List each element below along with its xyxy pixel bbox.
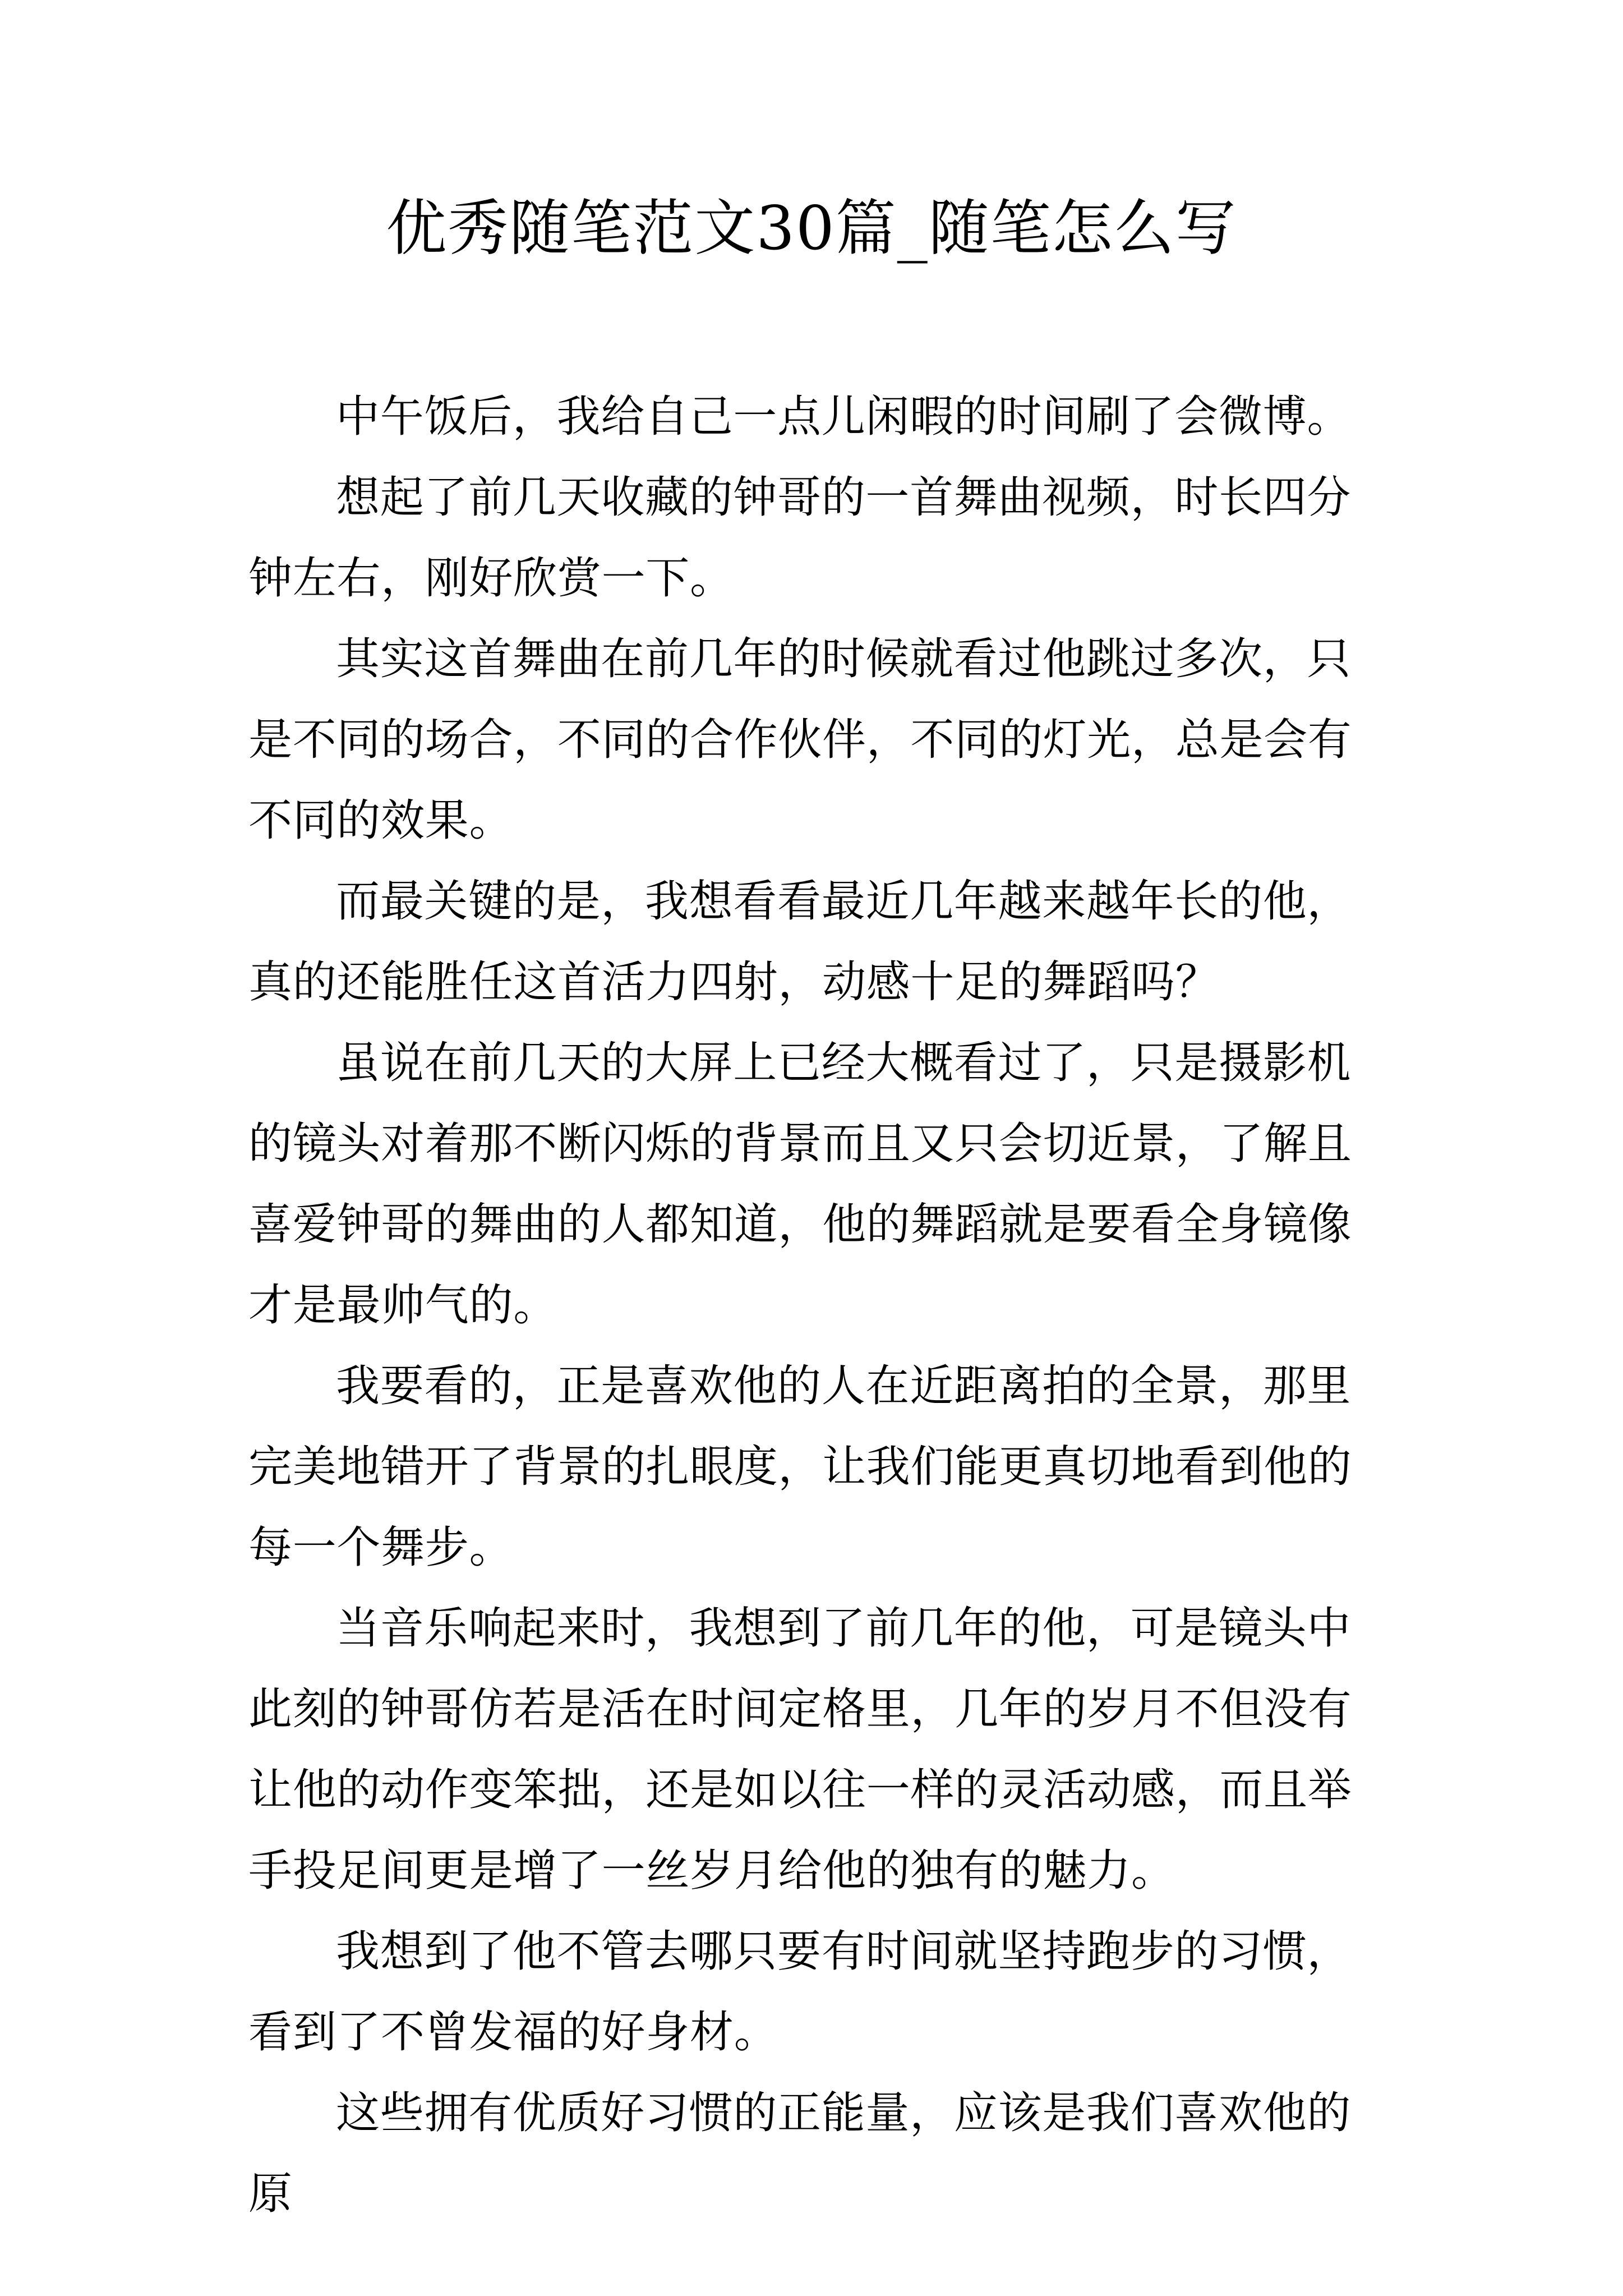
paragraph: 这些拥有优质好习惯的正能量，应该是我们喜欢他的原 [248, 2088, 1352, 2219]
paragraph: 而最关键的是，我想看看最近几年越来越年长的他，真的还能胜任这首活力四射，动感十足的舞蹈吗？ [248, 876, 1352, 1007]
paragraph: 我要看的，正是喜欢他的人在近距离拍的全景，那里完美地错开了背景的扎眼度，让我们能更真切地看到他的每一个舞步。 [248, 1361, 1352, 1573]
paragraph: 当音乐响起来时，我想到了前几年的他，可是镜头中此刻的钟哥仿若是活在时间定格里，几年的岁月不但没有让他的动作变笨拙，还是如以往一样的灵活动感，而且举手投足间更是增了一丝岁月给他的独有的魅力。 [248, 1603, 1352, 1896]
document-body [248, 376, 1390, 2234]
paragraph: 我想到了他不管去哪只要有时间就坚持跑步的习惯，看到了不曾发福的好身材。 [248, 1926, 1352, 2058]
paragraph: 虽说在前几天的大屏上已经大概看过了，只是摄影机的镜头对着那不断闪烁的背景而且又只会切近景，了解且喜爱钟哥的舞曲的人都知道，他的舞蹈就是要看全身镜像才是最帅气的。 [248, 1038, 1352, 1331]
paragraph: 其实这首舞曲在前几年的时候就看过他跳过多次，只是不同的场合，不同的合作伙伴，不同的灯光，总是会有不同的效果。 [248, 634, 1352, 846]
paragraph: 想起了前几天收藏的钟哥的一首舞曲视频，时长四分钟左右，刚好欣赏一下。 [248, 472, 1352, 604]
document-title: 优秀随笔范文30篇_随笔怎么写 [386, 194, 1237, 264]
paragraph: 中午饭后，我给自己一点儿闲暇的时间刷了会微博。 [336, 392, 1352, 442]
